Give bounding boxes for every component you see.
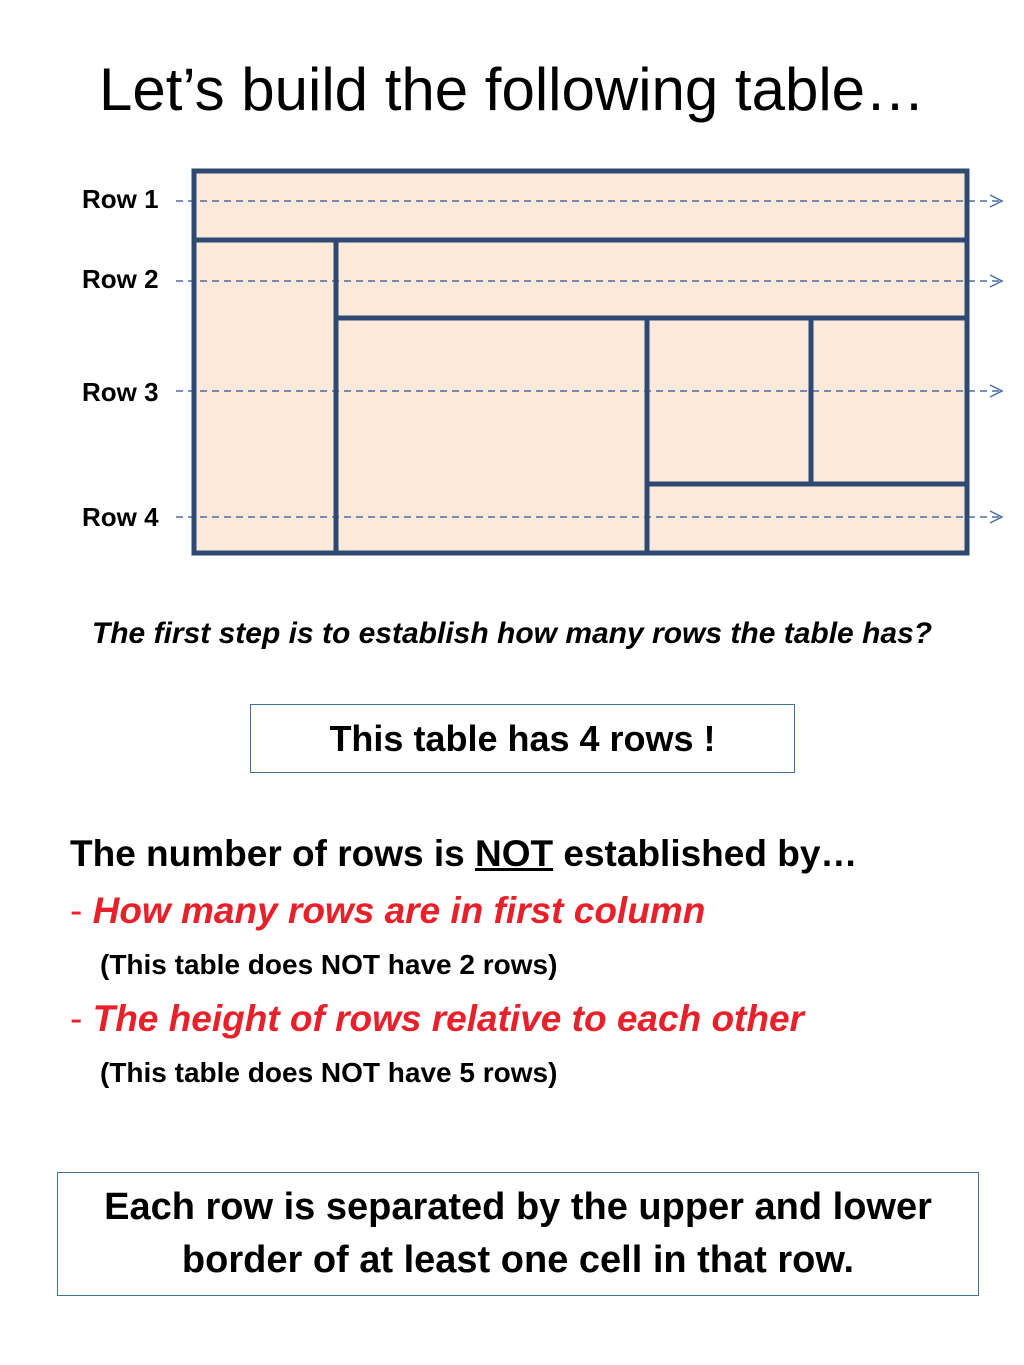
not-section	[70, 825, 970, 1099]
bullet-note: (This table does NOT have 2 rows)	[100, 949, 558, 980]
conclusion-text: Each row is separated by the upper and lower border of at least one cell in that row.	[104, 1186, 932, 1281]
bullet-text: How many rows are in first column	[92, 890, 706, 931]
row-label-4: Row 4	[82, 502, 159, 532]
answer-text: This table has 4 rows !	[329, 717, 716, 759]
not-emphasis: NOT	[475, 833, 554, 874]
bullet-dash: -	[70, 998, 93, 1039]
row-label-2: Row 2	[82, 264, 159, 294]
list-item	[70, 991, 970, 1047]
row-label-1: Row 1	[82, 184, 159, 214]
not-heading	[70, 825, 970, 883]
page-title: Let’s build the following table…	[98, 56, 926, 123]
bullet-text: The height of rows relative to each other	[92, 998, 804, 1039]
not-heading-pre: The number of rows is	[70, 833, 475, 874]
not-heading-post: established by…	[553, 833, 858, 874]
conclusion-box	[57, 1172, 979, 1296]
table-fill	[194, 171, 967, 553]
answer-box	[250, 704, 795, 773]
bullet-note: (This table does NOT have 5 rows)	[100, 1057, 558, 1088]
row-label-3: Row 3	[82, 377, 159, 407]
bullet-dash: -	[70, 890, 93, 931]
question-text: The first step is to establish how many rows the table has?	[91, 617, 933, 650]
list-item	[70, 883, 970, 939]
